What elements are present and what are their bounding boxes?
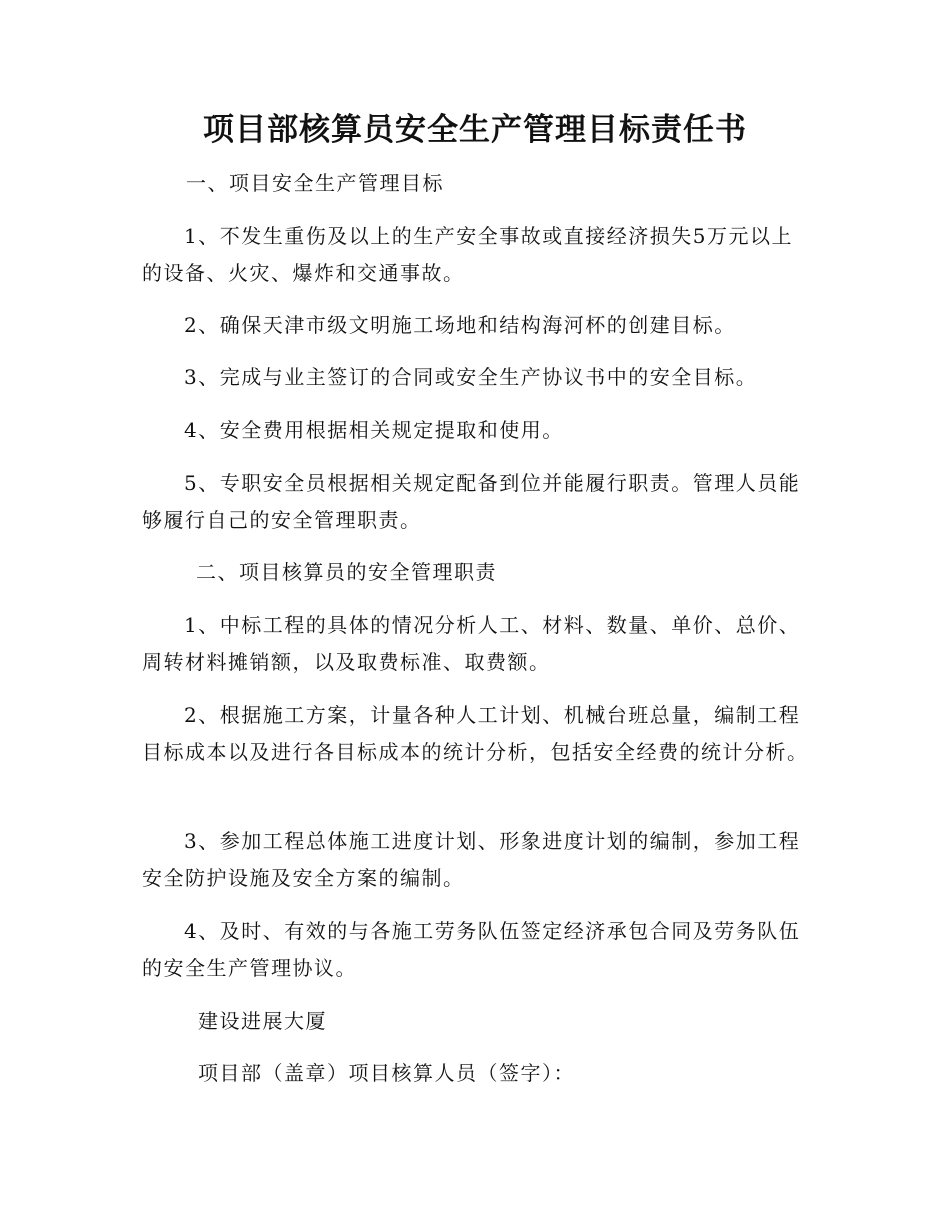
section-1-item-2: 2、确保天津市级文明施工场地和结构海河杯的创建目标。 — [184, 313, 736, 337]
section-2-item-2: 2、根据施工方案，计量各种人工计划、机械台班总量，编制工程目标成本以及进行各目标成本的统计分析，包括安全经费的统计分析。 — [142, 703, 809, 764]
section-2-item-3: 3、参加工程总体施工进度计划、形象进度计划的编制，参加工程安全防护设施及安全方案的编制。 — [142, 829, 801, 890]
section-1-item-4: 4、安全费用根据相关规定提取和使用。 — [184, 418, 564, 442]
section-2-heading: 二、项目核算员的安全管理职责 — [196, 560, 497, 584]
document-title: 项目部核算员安全生产管理目标责任书 — [203, 112, 747, 148]
section-1-item-3: 3、完成与业主签订的合同或安全生产协议书中的安全目标。 — [184, 365, 758, 389]
section-1-item-5: 5、专职安全员根据相关规定配备到位并能履行职责。管理人员能够履行自己的安全管理职责。 — [142, 471, 801, 532]
company-name: 建设进展大厦 — [198, 1009, 327, 1033]
section-1-heading: 一、项目安全生产管理目标 — [186, 171, 444, 195]
section-2-item-1: 1、中标工程的具体的情况分析人工、材料、数量、单价、总价、周转材料摊销额，以及取费标准、取费额。 — [142, 613, 801, 674]
section-1-item-1: 1、不发生重伤及以上的生产安全事故或直接经济损失5万元以上的设备、火灾、爆炸和交通事故。 — [142, 224, 793, 285]
section-2-item-4: 4、及时、有效的与各施工劳务队伍签定经济承包合同及劳务队伍的安全生产管理协议。 — [142, 919, 801, 980]
signature-line: 项目部（盖章）项目核算人员（签字）： — [198, 1061, 575, 1085]
